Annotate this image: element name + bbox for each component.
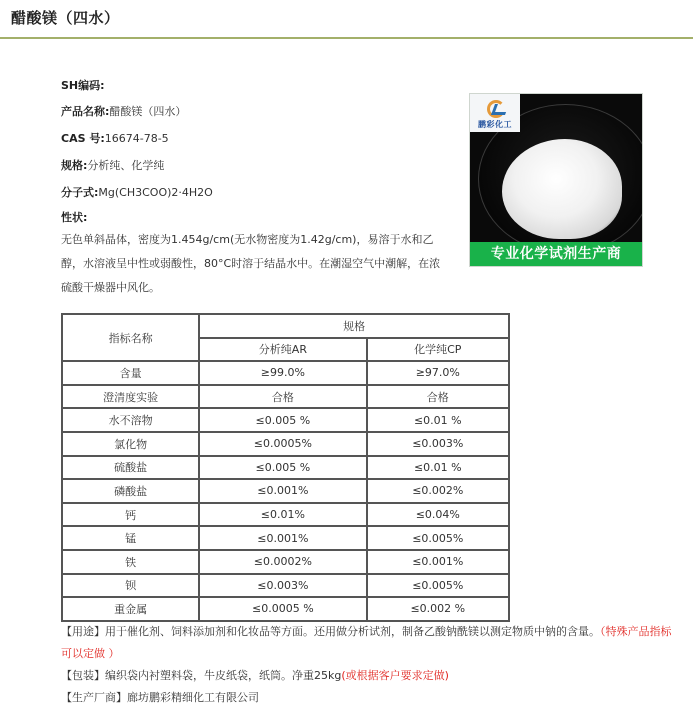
field-label: CAS 号: xyxy=(61,132,105,145)
product-photo xyxy=(469,93,643,267)
row-cp: ≤0.005% xyxy=(367,574,509,598)
row-cp: ≤0.003% xyxy=(367,432,509,456)
field-label: SH编码: xyxy=(61,79,105,92)
logo-text: 鹏彩化工 xyxy=(478,120,512,129)
field-label: 产品名称: xyxy=(61,105,110,118)
row-cp: ≥97.0% xyxy=(367,361,509,385)
row-cp: ≤0.04% xyxy=(367,503,509,527)
manufacturer-text: 【生产厂商】廊坊鹏彩精细化工有限公司 xyxy=(61,691,259,704)
field-product-name xyxy=(61,103,186,119)
row-name: 水不溶物 xyxy=(62,408,199,432)
row-name: 澄清度实验 xyxy=(62,385,199,409)
row-name: 钡 xyxy=(62,574,199,598)
spec-table xyxy=(61,313,510,622)
row-ar: ≤0.0002% xyxy=(199,550,366,574)
row-ar: ≤0.005 % xyxy=(199,408,366,432)
field-label: 分子式: xyxy=(61,186,99,199)
table-row xyxy=(62,385,509,409)
table-row xyxy=(62,456,509,480)
row-name: 含量 xyxy=(62,361,199,385)
row-ar: ≤0.001% xyxy=(199,526,366,550)
field-value: 醋酸镁（四水） xyxy=(109,105,187,118)
company-logo xyxy=(470,94,520,132)
table-row xyxy=(62,479,509,503)
field-grade xyxy=(61,157,164,173)
row-ar: ≤0.003% xyxy=(199,574,366,598)
row-ar: ≤0.01% xyxy=(199,503,366,527)
row-name: 磷酸盐 xyxy=(62,479,199,503)
usage-text: 【用途】用于催化剂、饲料添加剂和化妆品等方面。还用做分析试剂，制备乙酸钠酰镁以测定物质中钠的含量。 xyxy=(61,625,600,638)
field-cas xyxy=(61,130,169,146)
table-row xyxy=(62,526,509,550)
table-header-row xyxy=(62,314,509,338)
properties-description: 无色单斜晶体，密度为1.454g/cm(无水物密度为1.42g/cm)，易溶于水和乙醇，水溶液呈中性或弱酸性，80°C时溶于结晶水中。在潮湿空气中潮解，在浓硫酸干燥器中风化。 xyxy=(61,233,441,294)
row-ar: ≤0.0005 % xyxy=(199,597,366,621)
field-value: 分析纯、化学纯 xyxy=(87,159,165,172)
row-ar: ≤0.001% xyxy=(199,479,366,503)
photo-banner: 专业化学试剂生产商 xyxy=(470,242,642,266)
page-title: 醋酸镁（四水） xyxy=(11,9,120,27)
usage-note xyxy=(61,621,681,665)
manufacturer-note xyxy=(61,687,681,709)
field-label: 规格: xyxy=(61,159,88,172)
row-cp: ≤0.01 % xyxy=(367,408,509,432)
title-divider xyxy=(0,37,693,39)
row-cp: ≤0.002 % xyxy=(367,597,509,621)
row-ar: ≤0.005 % xyxy=(199,456,366,480)
field-label: 性状: xyxy=(61,211,88,224)
usage-highlight: （特殊产品指标可以定做 ） xyxy=(61,625,672,660)
field-formula xyxy=(61,184,213,200)
header-cp: 化学纯CP xyxy=(367,338,509,362)
field-properties-label xyxy=(61,209,87,225)
table-row xyxy=(62,408,509,432)
row-cp: 合格 xyxy=(367,385,509,409)
row-name: 锰 xyxy=(62,526,199,550)
logo-icon xyxy=(485,99,505,117)
packaging-note xyxy=(61,665,681,687)
packaging-text: 【包装】编织袋内衬塑料袋，牛皮纸袋，纸筒。净重25kg xyxy=(61,669,342,682)
row-name: 硫酸盐 xyxy=(62,456,199,480)
header-spec: 规格 xyxy=(199,314,509,338)
field-value: Mg(CH3COO)2·4H2O xyxy=(98,186,213,199)
table-row xyxy=(62,597,509,621)
field-sh-code xyxy=(61,77,105,93)
row-cp: ≤0.005% xyxy=(367,526,509,550)
row-name: 铁 xyxy=(62,550,199,574)
row-name: 钙 xyxy=(62,503,199,527)
table-row xyxy=(62,432,509,456)
table-row xyxy=(62,361,509,385)
packaging-highlight: (或根据客户要求定做) xyxy=(341,669,449,682)
white-powder xyxy=(502,139,622,239)
row-name: 重金属 xyxy=(62,597,199,621)
row-cp: ≤0.01 % xyxy=(367,456,509,480)
table-row xyxy=(62,503,509,527)
row-name: 氯化物 xyxy=(62,432,199,456)
row-ar: ≥99.0% xyxy=(199,361,366,385)
row-ar: ≤0.0005% xyxy=(199,432,366,456)
header-indicator-name: 指标名称 xyxy=(62,314,199,361)
table-row xyxy=(62,550,509,574)
row-cp: ≤0.002% xyxy=(367,479,509,503)
row-cp: ≤0.001% xyxy=(367,550,509,574)
field-value: 16674-78-5 xyxy=(104,132,169,145)
row-ar: 合格 xyxy=(199,385,366,409)
table-row xyxy=(62,574,509,598)
header-ar: 分析纯AR xyxy=(199,338,366,362)
